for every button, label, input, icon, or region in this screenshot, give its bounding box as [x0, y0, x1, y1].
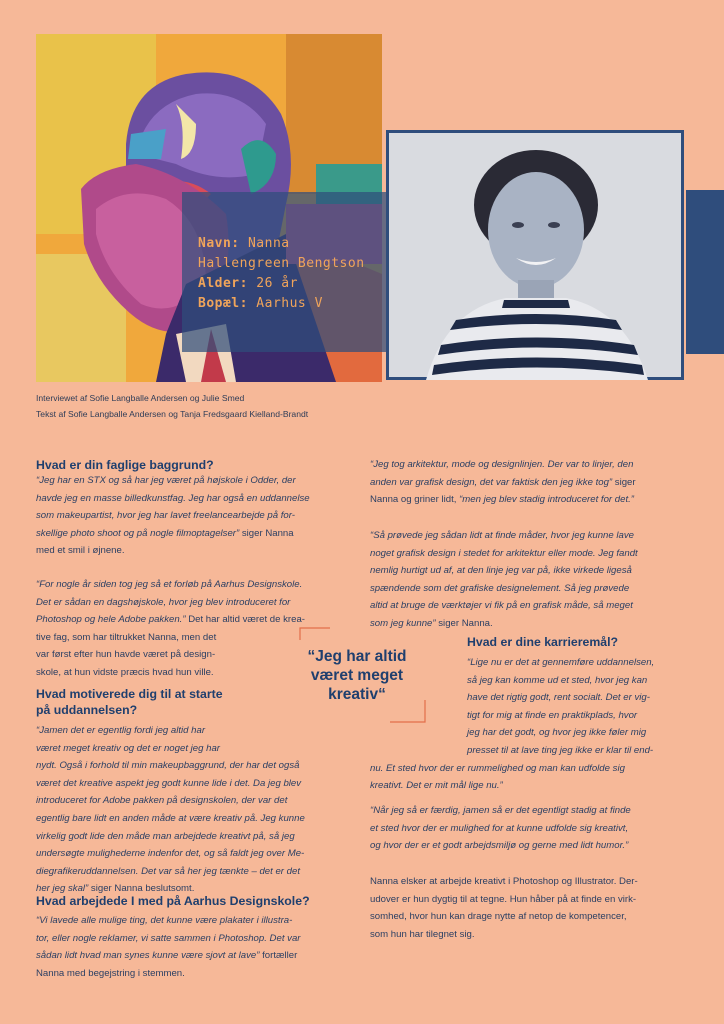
profile-info-box: [182, 192, 386, 352]
home-line: [198, 296, 323, 311]
name-line: [198, 236, 290, 251]
age-key: Alder:: [198, 276, 248, 291]
paragraph-graphic: “Så prøvede jeg sådan lidt at finde måder, hvor jeg kunne lave noget grafisk design i stedet for arkitektur eller mode. Jeg fandt nemlig hurtigt ud af, at den linje jeg var på, ikke virkede ligeså spændende som det grafiske designelement. Så jeg prøvede altid at bruge de værktøjer vi fik på en grafisk måde, så meget som jeg kunne” siger Nanna.: [370, 530, 638, 629]
age-value: 26 år: [256, 276, 298, 291]
heading-career: Hvad er dine karrieremål?: [467, 635, 619, 649]
paragraph-work: “Vi lavede alle mulige ting, det kunne være plakater i illustra- tor, eller nogle reklamer, vi satte sammen i Photoshop. Det var sådan lidt hvad man synes kunne være sjovt at lave” fortæller Nanna med begejstring i stemmen.: [36, 915, 301, 979]
heading-motivation: Hvad motiverede dig til at starte på uddannelsen?: [36, 687, 223, 717]
pull-quote: “Jeg har altid været meget kreativ“: [307, 648, 407, 703]
name-first: Nanna: [247, 236, 290, 251]
paragraph-background: “Jeg har en STX og så har jeg været på højskole i Odder, der havde jeg en masse billedkunstfag. Jeg har også en uddannelse som makeupartist, hvor jeg har lavet freelancearbejde på for- skellige photo shoot og på nogle filmoptagelser” siger Nanna med et smil i øjnene.: [36, 475, 310, 557]
credit-text: Tekst af Sofie Langballe Andersen og Tanja Fredsgaard Kielland-Brandt: [36, 409, 309, 419]
home-value: Aarhus V: [256, 296, 323, 311]
name-last: Hallengreen Bengtson: [198, 256, 365, 271]
age-line: [198, 276, 298, 291]
home-key: Bopæl:: [198, 296, 248, 311]
credit-interview: Interviewet af Sofie Langballe Andersen og Julie Smed: [36, 393, 245, 403]
paragraph-lines: “Jeg tog arkitektur, mode og designlinjen. Der var to linjer, den anden var grafisk design, det var faktisk den jeg ikke tog” siger Nanna og griner lidt, “men jeg blev stadig introduceret for det.”: [370, 459, 636, 506]
heading-background: Hvad er din faglige baggrund?: [36, 458, 214, 472]
paragraph-future: “Når jeg så er færdig, jamen så er det egentligt stadig at finde et sted hvor der er mulighed for at kunne udfolde sig kreativt, og hvor der er et godt arbejdsmiljø og gerne med lidt humor.”: [370, 805, 631, 852]
paragraph-career: “Lige nu er det at gennemføre uddannelsen, så jeg kan komme ud et sted, hvor jeg kan have det rigtig godt, rent socialt. Det er vig- tigt for mig at finde en praktikplads, hvor jeg har det godt, og hvor jeg ikke føler mig presset til at lave ting jeg ikke er klar til end- nu. Et sted hvor der er rummelighed og man kan udfolde sig kreativt. Det er mit mål lige nu.”: [370, 657, 655, 792]
heading-work: Hvad arbejdede I med på Aarhus Designskole?: [36, 894, 310, 908]
paragraph-motivation: “Jamen det er egentlig fordi jeg altid har været meget kreativ og det er noget jeg har nydt. Også i forhold til min makeupbaggrund, der har det også været det kreative aspekt jeg godt kunne lide i det. Da jeg blev introduceret for Adobe pakken på designskolen, der var det egentlig bare lidt en anden måde at være kreativ på. Jeg kunne virkelig godt lide den måde man arbejdede kreativt på, så jeg undersøgte mulighederne indenfor det, og så faldt jeg over Me- diegrafikeruddannelsen. Det var så her jeg tænkte – det er det her jeg skal” siger Nanna beslutsomt.: [36, 725, 305, 895]
paragraph-designschool: “For nogle år siden tog jeg så et forløb på Aarhus Designskole. Det er sådan en dagshøjskole, hvor jeg blev introduceret for Photoshop og hele Adobe pakken.” Det har altid været de krea- tive fag, som har tiltrukket Nanna, men det var først efter hun havde været på design- skole, at hun vidste præcis hvad hun ville.: [36, 579, 305, 678]
paragraph-closing: Nanna elsker at arbejde kreativt i Photoshop og Illustrator. Der- udover er hun dygtig til at tegne. Hun håber på at finde en virk- somhed, hvor hun kan drage nytte af netop de kompetencer, som hun har tilegnet sig.: [370, 876, 638, 940]
portrait-photo: [386, 130, 684, 380]
name-key: Navn:: [198, 236, 240, 251]
decorative-bar: [686, 190, 724, 354]
